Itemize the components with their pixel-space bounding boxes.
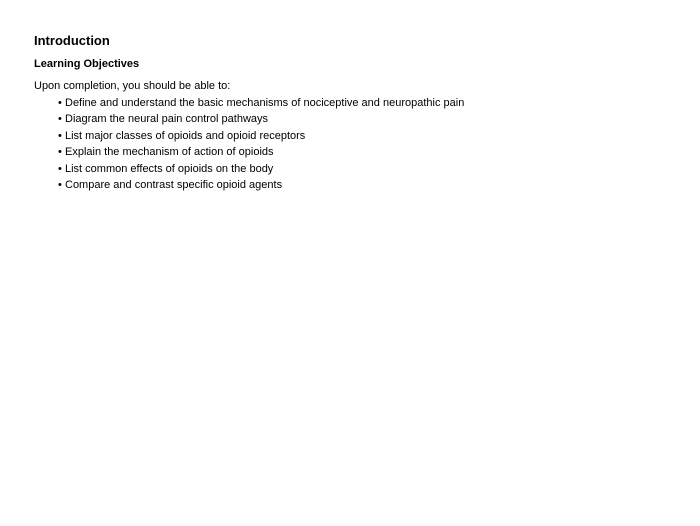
intro-text: Upon completion, you should be able to:: [34, 80, 231, 92]
list-item: [58, 144, 700, 160]
list-item: [58, 161, 700, 177]
list-item: [58, 95, 700, 111]
objective-text: Compare and contrast specific opioid agents: [65, 179, 283, 192]
bullet-icon: •: [58, 162, 62, 175]
list-item: [58, 177, 700, 193]
bullet-icon: •: [58, 179, 62, 192]
subsection-title: Learning Objectives: [34, 58, 140, 70]
objective-text: List major classes of opioids and opioid receptors: [65, 129, 306, 142]
bullet-icon: •: [58, 129, 62, 142]
bullet-icon: •: [58, 113, 62, 126]
objective-text: Define and understand the basic mechanisms of nociceptive and neuropathic pain: [65, 97, 465, 109]
objective-text: Diagram the neural pain control pathways: [65, 113, 269, 126]
list-item: [58, 128, 700, 144]
section-title: Introduction: [34, 33, 110, 48]
objectives-list: [34, 95, 700, 193]
objective-text: Explain the mechanism of action of opioids: [65, 146, 274, 159]
objective-text: List common effects of opioids on the body: [65, 162, 274, 175]
bullet-icon: •: [58, 146, 62, 159]
list-item: [58, 111, 700, 127]
bullet-icon: •: [58, 97, 62, 109]
